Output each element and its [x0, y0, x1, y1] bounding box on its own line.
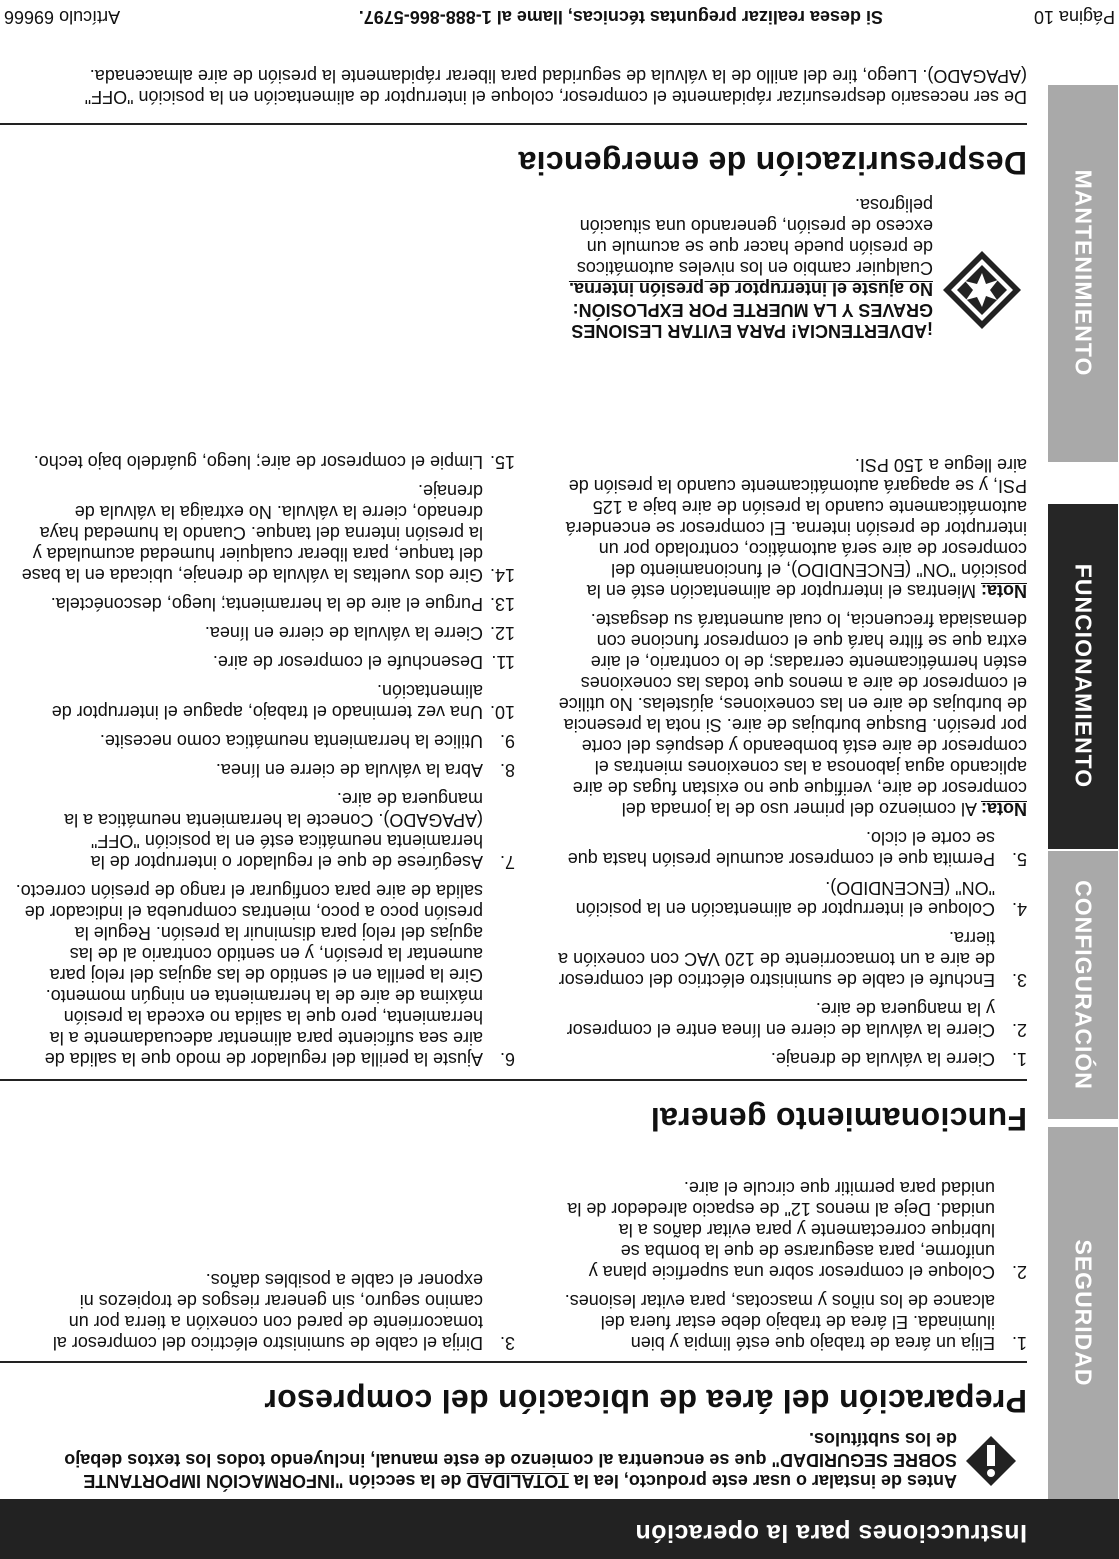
- section-heading-emergencia: Despresurización de emergencia: [518, 145, 1027, 181]
- side-tab-label: SEGURIDAD: [1070, 1239, 1097, 1387]
- list-item: 1. Cierre la válvula de drenaje.: [770, 1049, 1027, 1069]
- list-item: 9. Utilice la herramienta neumática como necesite.: [99, 731, 515, 751]
- warning-heading: ¡ADVERTENCIA! PARA EVITAR LESIONES GRAVES Y LA MUERTE POR EXPLOSIÓN:: [571, 300, 933, 341]
- warning-label: No ajuste el interruptor de presión interna.: [568, 279, 933, 299]
- section-rule: [0, 1079, 1027, 1081]
- list-item: 13. Purgue el aire de la herramienta; luego, desconéctela.: [50, 594, 515, 614]
- side-tab-label: FUNCIONAMIENTO: [1070, 564, 1097, 789]
- footer: [0, 0, 1119, 29]
- intro-emphasis: TOTALIDAD: [466, 1471, 569, 1491]
- emergencia-text: De ser necesario despresurizar rápidamente el compresor, coloque el interruptor de alimentación en la posición "OFF" (APAGADO). Luego, tire del anillo de la válvula de seguridad para liberar rápidamente la presión de aire almacenada.: [84, 66, 1027, 107]
- list-item: 10. Una vez terminado el trabajo, apague el interruptor de alimentación.: [51, 681, 515, 722]
- section-heading-funcionamiento: Funcionamiento general: [650, 1101, 1027, 1137]
- side-tab-seguridad[interactable]: [1048, 1127, 1118, 1499]
- section-rule: [0, 123, 1027, 125]
- list-item: 5. Permita que el compresor acumule presión hasta que se corte el ciclo.: [567, 828, 1027, 869]
- intro-text: Antes de instalar o usar este producto, lea la TOTALIDAD de la sección "INFORMACIÓN IMPORTANTE SOBRE SEGURIDAD" que se encuentra al comienzo de este manual, incluyendo todos los textos debajo de los subtítulos.: [64, 1429, 957, 1491]
- support-phone-text: Si desea realizar preguntas técnicas, llame al 1-888-866-5797.: [358, 7, 883, 27]
- preparacion-left-column: [557, 1169, 1027, 1353]
- info-icon: [965, 1435, 1017, 1487]
- list-item: 4. Coloque el interruptor de alimentación en la posición "ON" (ENCENDIDO).: [575, 878, 1027, 919]
- side-tab-mantenimiento[interactable]: [1048, 85, 1118, 462]
- section-rule: [0, 1361, 1027, 1363]
- list-item: 1. Elija un área de trabajo que esté limpia y bien iluminada. El área de trabajo debe estar fuera del alcance de los niños y mascotas, para evitar lesiones.: [564, 1291, 1027, 1353]
- preparacion-right-column: [15, 1261, 515, 1353]
- list-item: 2. Cierre la válvula de cierre en línea entre el compresor y la manguera de aire.: [566, 999, 1027, 1040]
- list-item: 6. Ajuste la perilla del regulador de modo que la salida de aire sea suficiente para alimentar adecuadamente a la herramienta, pero que la salida no exceda la presión máxima de aire de la herramienta en ningún momento. Gire la perilla en el sentido de las agujas del reloj para aumentar la presión, y en sentido contrario al de las agujas del reloj para disminuir la presión. Regule la presión poco a poco, mientras comprueba el indicador de salida de aire para configurar el rango de presión correcto.: [15, 881, 515, 1069]
- list-item: 3. Dirija el cable de suministro eléctrico del compresor al tomacorriente de pared con conexión a tierra por un camino seguro, sin generar riesgos de tropiezos ni exponer el cable a posibles daños.: [52, 1270, 515, 1353]
- list-item: 15. Limpie el compresor de aire; luego, guárdelo bajo techo.: [33, 452, 515, 472]
- list-item: 3. Enchufe el cable de suministro eléctrico del compresor de aire a un tomacorriente de 120 VAC con conexión a tierra.: [558, 928, 1027, 990]
- warning-text: ¡ADVERTENCIA! PARA EVITAR LESIONES GRAVES Y LA MUERTE POR EXPLOSIÓN: No ajuste el interruptor de presión interna. Cualquier cambio en los niveles automáticos de presión puede hacer que se acumule un exceso de presión, generando una situación peligrosa.: [553, 194, 933, 341]
- list-item: 14. Gire dos vueltas la válvula de drenaje, ubicada en la base del tanque, para liberar cualquier humedad acumulada y la presión interna del tanque. Cuando la humedad haya drenado, cierre la válvula. No extraiga la válvula de drenaje.: [21, 481, 515, 585]
- explosion-warning-icon: [941, 249, 1023, 331]
- funcionamiento-right-column: [15, 443, 515, 1069]
- note-label: Nota:: [981, 581, 1027, 601]
- header-bar: [0, 1499, 1119, 1559]
- list-item: 8. Abra la válvula de cierre en línea.: [215, 760, 515, 780]
- funcionamiento-left-column: [557, 446, 1027, 1069]
- item-number: Artículo 69666: [4, 7, 121, 27]
- side-tab-configuracion[interactable]: [1048, 851, 1118, 1119]
- note-text: Nota: Mientras el interruptor de alimentación esté en la posición "ON" (ENCENDIDO), el funcionamiento del compresor de aire será automático, controlado por un interruptor de presión interna. El compresor se encenderá automáticamente cuando la presión de aire baje a 125 PSI, y se apagará automáticamente cuando la presión de aire llegue a 150 PSI.: [565, 455, 1027, 601]
- note-text: Nota: Al comienzo del primer uso de la jornada del compresor de aire, verifique que no existan fugas de aire aplicando agua jabonosa a las conexiones mientras el compresor de aire está bombeando y después del corte por presión. Busque burbujas de aire. Si nota la presencia de burbujas de aire en las conexiones, ajústelas. No utilice el compresor de aire a menos que todas las conexiones estén herméticamente cerradas; de lo contrario, el aire extra que se filtre hará que el compresor funcione con demasiada frecuencia, lo cual aumentará su desgaste.: [558, 610, 1027, 819]
- side-tab-label: MANTENIMIENTO: [1070, 170, 1097, 377]
- list-item: 12. Cierre la válvula de cierre en línea.: [204, 623, 515, 643]
- side-tab-label: CONFIGURACIÓN: [1070, 880, 1097, 1090]
- page-number: Página 10: [1033, 7, 1115, 27]
- note-label: Nota:: [981, 799, 1027, 819]
- side-tab-funcionamiento[interactable]: [1048, 504, 1118, 849]
- list-item: 7. Asegúrese de que el regulador o interruptor de la herramienta neumática esté en la posición "OFF" (APAGADO). Conecte la herramienta neumática a la manguera de aire.: [64, 789, 515, 872]
- section-heading-preparacion: Preparación del área de ubicación del compresor: [264, 1383, 1027, 1419]
- header-title: Instrucciones para la operación: [634, 1519, 1027, 1547]
- list-item: 2. Coloque el compresor sobre una superficie plana y uniforme, para asegurarse de que la bomba se lubrique correctamente y para evitar daños a la unidad. Deje al menos 12" de espacio alrededor de la unidad para permitir que circule el aire.: [567, 1178, 1027, 1282]
- list-item: 11. Desenchufe el compresor de aire.: [212, 652, 515, 672]
